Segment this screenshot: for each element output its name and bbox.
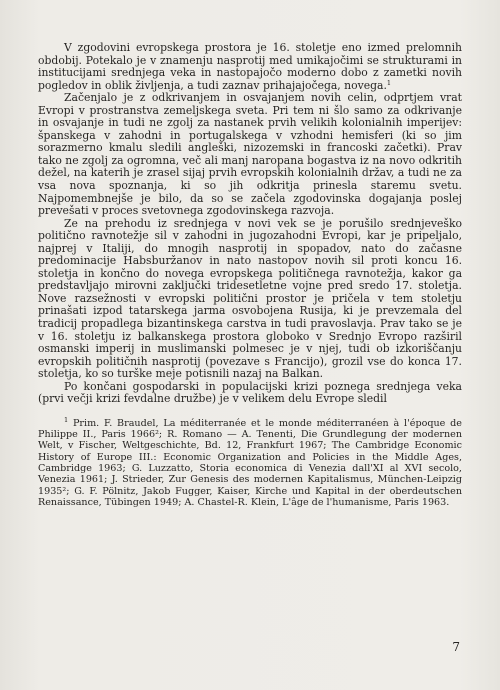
footnote-reference-1: 1 <box>386 78 392 87</box>
body-paragraph-1 <box>38 42 462 92</box>
body-paragraph-4: Po končani gospodarski in populacijski krizi poznega srednjega veka (prvi večji krizi fevdalne družbe) je v velikem delu Evrope sledil <box>38 379 462 406</box>
page-text <box>38 42 462 508</box>
footnote-marker: 1 <box>64 415 69 424</box>
body-paragraph-2: Začenjalo je z odkrivanjem in osvajanjem novih celin, odprtjem vrat Evropi v prostranstva zemeljskega sveta. Pri tem ni šlo samo za odkrivanje in osvajanje in tudi ne zgolj za nastanek prvih velikih kolonialnih imperijev: španskega v zahodni in portugalskega v vzhodni hemisferi (ki so jim sorazmerno kmalu sledili angleški, nizozemski in francoski začetki). Prav tako ne zgolj za ogromna, več ali manj naropana bogastva iz na novo odkritih dežel, na katerih je zrasel sijaj prvih evropskih kolonialnih držav, a tudi ne za vsa nova spoznanja, ki so jih odkritja prinesla staremu svetu. Najpomembnejše je bilo, da so se začela zgodovinska dogajanja poslej prevešati v proces svetovnega zgodovinskega razvoja. <box>38 91 462 218</box>
footnote-1 <box>38 415 462 508</box>
footnote-text: Prim. F. Braudel, La méditerranée et le monde méditerranéen à l'époque de Philippe II., Paris 1966²; R. Romano — A. Tenenti, Die Grundlegung der modernen Welt, v Fischer, Weltgeschichte, Bd. 12, Frankfurt 1967; The Cambridge Economic History of Europe III.: Economic Organization and Policies in the Middle Ages, Cambridge 1963; G. Luzzatto, Storia economica di Venezia dall'XI al XVI secolo, Venezia 1961; J. Strieder, Zur Genesis des modernen Kapitalismus, München-Leipzig 1935²; G. F. Pölnitz, Jakob Fugger, Kaiser, Kirche und Kapital in der oberdeutschen Renaissance, Tübingen 1949; A. Chastel-R. Klein, L'âge de l'humanisme, Paris 1963. <box>38 417 462 508</box>
paragraph-1-text: V zgodovini evropskega prostora je 16. stoletje eno izmed prelomnih obdobij. Potekalo je v znamenju nasprotij med umikajočimi se strukturami in institucijami srednjega veka in nastopajočo moderno dobo z zametki novih pogledov in oblik življenja, a tudi zaznav prihajajočega, novega. <box>38 41 462 92</box>
body-paragraph-3: Ze na prehodu iz srednjega v novi vek se je porušilo srednjeveško politično ravnotežje sil v zahodni in jugozahodni Evropi, kar je pripeljalo, najprej v Italiji, do mnogih nasprotij in spopadov, nato do začasne predominacije Habsburžanov in nato nastopov novih sil proti koncu 16. stoletja in končno do novega evropskega političnega ravnotežja, kakor ga predstavljajo mirovni zaključki tridesetletne vojne pred sredo 17. stoletja. Nove razsežnosti v evropski politični prostor je pričela v tem stoletju prinašati izpod tatarskega jarma osvobojena Rusija, ki je prevzemala del tradicij propadlega bizantinskega carstva in tudi pravoslavja. Prav tako se je v 16. stoletju iz balkanskega prostora globoko v Srednjo Evropo razširil osmanski imperij in muslimanski polmesec je v njej, tudi ob izkoriščanju evropskih političnih nasprotij (povezave s Francijo), grozil vse do konca 17. stoletja, ko so turške meje potisnili nazaj na Balkan. <box>38 216 462 381</box>
page-number: 7 <box>452 640 460 654</box>
